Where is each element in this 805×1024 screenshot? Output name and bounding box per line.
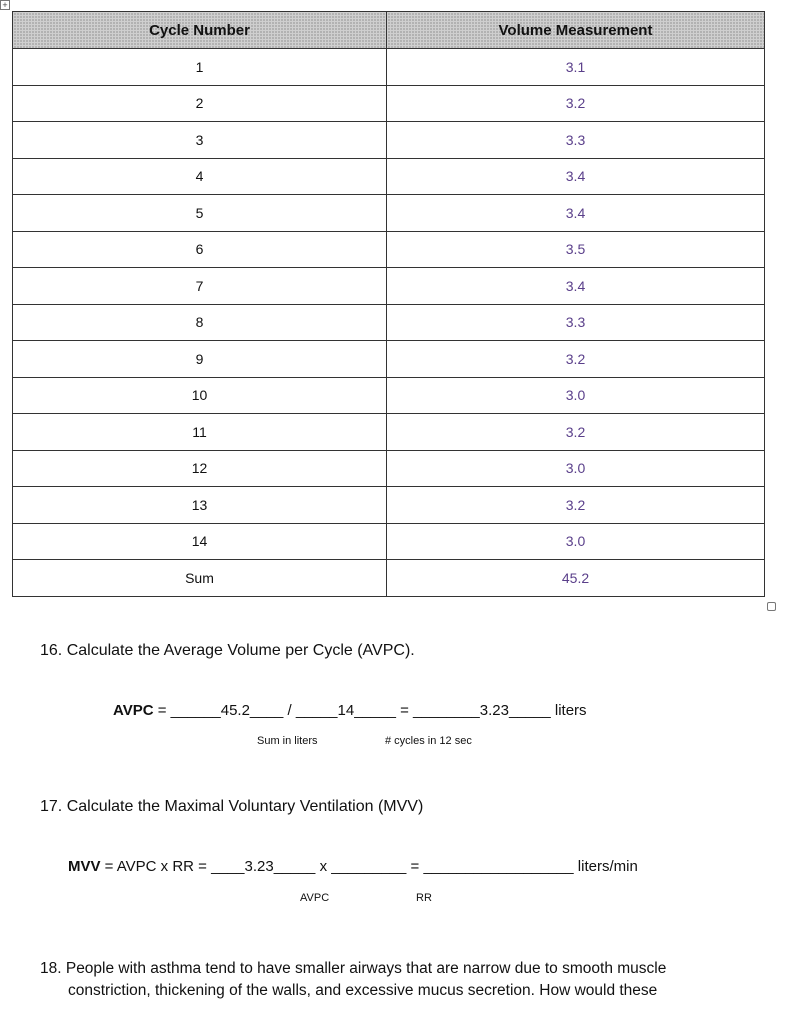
table-row	[13, 341, 765, 378]
q16-slash: /	[283, 702, 296, 719]
table-header-row	[13, 12, 765, 49]
table-row	[13, 195, 765, 232]
cycle-cell[interactable]: 6	[13, 231, 387, 268]
q17-caption-avpc: AVPC	[300, 892, 330, 904]
cycle-cell[interactable]: 12	[13, 450, 387, 487]
table-row	[13, 85, 765, 122]
table-row	[13, 268, 765, 305]
table-row	[13, 450, 765, 487]
table-row	[13, 487, 765, 524]
q16-equals-1: =	[153, 702, 167, 719]
q18-line-2: constriction, thickening of the walls, and excessive mucus secretion. How would these	[68, 982, 658, 999]
q16-prompt: 16. Calculate the Average Volume per Cycle (AVPC).	[40, 642, 415, 659]
volume-cell[interactable]: 3.0	[387, 523, 765, 560]
cycle-cell[interactable]: 10	[13, 377, 387, 414]
volume-cell[interactable]: 3.3	[387, 122, 765, 159]
volume-cell[interactable]: 3.2	[387, 85, 765, 122]
sum-label-cell[interactable]: Sum	[13, 560, 387, 597]
volume-cell[interactable]: 3.2	[387, 487, 765, 524]
q17-formula: = AVPC x RR =	[100, 858, 212, 875]
q17-rr-blank[interactable]: _________	[331, 858, 407, 875]
q17-equation	[68, 858, 638, 875]
q16-sum-blank[interactable]: ______45.2____	[170, 702, 284, 719]
q16-result-blank[interactable]: ________3.23_____	[413, 702, 551, 719]
cycle-cell[interactable]: 3	[13, 122, 387, 159]
volume-cell[interactable]: 3.5	[387, 231, 765, 268]
volume-cell[interactable]: 3.2	[387, 341, 765, 378]
cycle-cell[interactable]: 9	[13, 341, 387, 378]
volume-cell[interactable]: 3.0	[387, 377, 765, 414]
header-volume-measurement: Volume Measurement	[387, 12, 765, 49]
volume-cell[interactable]: 3.4	[387, 268, 765, 305]
cycle-cell[interactable]: 11	[13, 414, 387, 451]
q17-caption-rr: RR	[416, 892, 432, 904]
table-resize-handle[interactable]	[767, 602, 776, 611]
q16-caption-sum: Sum in liters	[257, 735, 318, 747]
volume-cell[interactable]: 3.4	[387, 158, 765, 195]
q17-equals: =	[406, 858, 424, 875]
cycle-cell[interactable]: 2	[13, 85, 387, 122]
sum-row	[13, 560, 765, 597]
sum-value-cell[interactable]: 45.2	[387, 560, 765, 597]
q17-unit: liters/min	[573, 858, 638, 875]
mvv-label: MVV	[68, 858, 101, 875]
volume-cell[interactable]: 3.0	[387, 450, 765, 487]
table-row	[13, 49, 765, 86]
q17-avpc-blank[interactable]: ____3.23_____	[211, 858, 316, 875]
table-row	[13, 122, 765, 159]
cycle-cell[interactable]: 14	[13, 523, 387, 560]
cycle-cell[interactable]: 1	[13, 49, 387, 86]
q16-equation	[113, 702, 587, 719]
volume-cell[interactable]: 3.2	[387, 414, 765, 451]
cycle-cell[interactable]: 7	[13, 268, 387, 305]
cycle-cell[interactable]: 8	[13, 304, 387, 341]
header-cycle-number: Cycle Number	[13, 12, 387, 49]
table-row	[13, 158, 765, 195]
table-move-handle[interactable]: +	[0, 0, 10, 10]
table-row	[13, 231, 765, 268]
cycle-cell[interactable]: 4	[13, 158, 387, 195]
q18-line-1: 18. People with asthma tend to have smaller airways that are narrow due to smooth muscle	[40, 960, 667, 977]
q16-cycles-blank[interactable]: _____14_____	[295, 702, 396, 719]
volume-cell[interactable]: 3.1	[387, 49, 765, 86]
q16-equals-2: =	[395, 702, 414, 719]
q17-times: x	[315, 858, 332, 875]
avpc-label: AVPC	[113, 702, 154, 719]
volume-cell[interactable]: 3.3	[387, 304, 765, 341]
volume-table	[12, 11, 765, 597]
q16-unit: liters	[550, 702, 587, 719]
q17-prompt: 17. Calculate the Maximal Voluntary Ventilation (MVV)	[40, 798, 424, 815]
table-row	[13, 304, 765, 341]
table-row	[13, 523, 765, 560]
volume-cell[interactable]: 3.4	[387, 195, 765, 232]
q16-caption-cycles: # cycles in 12 sec	[385, 735, 472, 747]
q17-result-blank[interactable]: __________________	[423, 858, 574, 875]
cycle-cell[interactable]: 13	[13, 487, 387, 524]
table-row	[13, 414, 765, 451]
cycle-cell[interactable]: 5	[13, 195, 387, 232]
table-row	[13, 377, 765, 414]
